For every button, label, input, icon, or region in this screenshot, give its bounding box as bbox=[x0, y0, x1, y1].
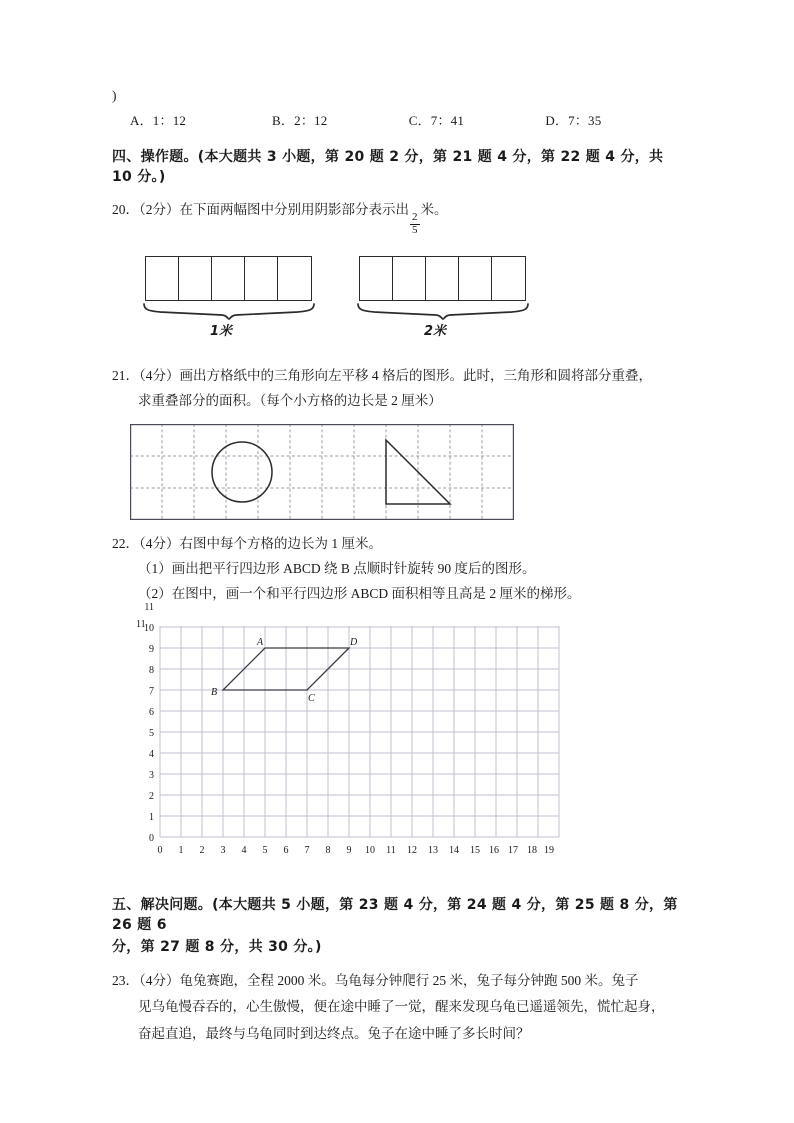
dangling-paren: ) bbox=[112, 88, 117, 103]
choice-option-a[interactable]: A．1：12 bbox=[130, 113, 187, 129]
fraction-numerator: 2 bbox=[412, 211, 418, 224]
svg-text:3: 3 bbox=[149, 770, 154, 782]
question-21-number: 21． bbox=[112, 368, 139, 384]
choice-row bbox=[112, 110, 682, 129]
brace-right bbox=[356, 302, 530, 318]
svg-text:17: 17 bbox=[508, 845, 518, 857]
choice-option-d[interactable]: D．7：35 bbox=[545, 113, 602, 129]
svg-text:5: 5 bbox=[149, 728, 154, 740]
section-heading-operations-text: 四、操作题。(本大题共 3 小题，第 20 题 2 分，第 21 题 4 分，第 22 题 4 分，共 10 分。) bbox=[112, 149, 664, 186]
question-22 bbox=[112, 532, 682, 607]
question-23-number: 23． bbox=[112, 973, 139, 989]
question-22-line1: 右图中每个方格的边长为 1 厘米。 bbox=[179, 536, 382, 552]
question-21-score: （4分） bbox=[139, 368, 180, 384]
page-bottom-space bbox=[112, 1047, 682, 1061]
strip-cell[interactable] bbox=[212, 257, 245, 300]
svg-text:8: 8 bbox=[149, 665, 154, 677]
strip-cell[interactable] bbox=[492, 257, 525, 300]
svg-text:15: 15 bbox=[470, 845, 480, 857]
strip-cell[interactable] bbox=[245, 257, 278, 300]
question-20-text-after: 米。 bbox=[420, 202, 448, 218]
fraction-denominator: 5 bbox=[412, 223, 418, 236]
strip-cell[interactable] bbox=[360, 257, 393, 300]
svg-text:B: B bbox=[211, 687, 218, 699]
strip-cell[interactable] bbox=[179, 257, 212, 300]
question-20 bbox=[112, 198, 682, 236]
svg-text:12: 12 bbox=[407, 845, 417, 857]
figure-q20-two-strips bbox=[112, 244, 682, 352]
question-23-line2: 见乌龟慢吞吞的，心生傲慢，便在途中睡了一觉，醒来发现乌龟已遥遥领先，慌忙起身， bbox=[138, 999, 665, 1015]
brace-label-left: 1米 bbox=[210, 324, 233, 340]
strip-left-five-cells[interactable] bbox=[145, 256, 312, 301]
choice-option-c[interactable]: C．7：41 bbox=[408, 113, 465, 129]
question-22-sub1: （1）画出把平行四边形 ABCD 绕 B 点顺时针旋转 90 度后的图形。 bbox=[138, 561, 536, 577]
question-20-text: 在下面两幅图中分别用阴影部分表示出 bbox=[179, 202, 409, 218]
brace-label-right: 2米 bbox=[424, 324, 447, 340]
question-23 bbox=[112, 968, 682, 1047]
strip-cell[interactable] bbox=[393, 257, 426, 300]
section-heading-problem-solving-line1: 五、解决问题。(本大题共 5 小题，第 23 题 4 分，第 24 题 4 分，第 25 题 8 分，第 26 题 6 bbox=[112, 897, 678, 934]
svg-text:0: 0 bbox=[157, 845, 163, 857]
svg-text:A: A bbox=[257, 637, 264, 649]
section-heading-problem-solving-line2: 分，第 27 题 8 分，共 30 分。) bbox=[112, 939, 322, 956]
svg-text:D: D bbox=[350, 637, 358, 649]
question-22-number: 22． bbox=[112, 536, 139, 552]
svg-text:9: 9 bbox=[346, 845, 352, 857]
strip-cell[interactable] bbox=[459, 257, 492, 300]
svg-text:6: 6 bbox=[283, 845, 289, 857]
svg-text:19: 19 bbox=[544, 845, 554, 857]
brace-left bbox=[142, 302, 316, 318]
svg-text:11: 11 bbox=[144, 602, 154, 614]
choice-option-b[interactable]: B．2：12 bbox=[272, 113, 328, 129]
svg-text:2: 2 bbox=[149, 791, 154, 803]
question-21-line2: 求重叠部分的面积。（每个小方格的边长是 2 厘米） bbox=[138, 393, 442, 409]
section-heading-problem-solving-line2-wrap bbox=[112, 936, 682, 956]
question-23-score: （4分） bbox=[139, 973, 180, 989]
svg-text:9: 9 bbox=[149, 644, 154, 656]
figure-q21-grid[interactable] bbox=[130, 424, 514, 520]
svg-text:1: 1 bbox=[178, 845, 184, 857]
svg-text:13: 13 bbox=[428, 845, 438, 857]
svg-text:0: 0 bbox=[149, 833, 154, 845]
strip-cell[interactable] bbox=[426, 257, 459, 300]
section-heading-operations bbox=[112, 146, 682, 186]
svg-text:10: 10 bbox=[365, 845, 375, 857]
svg-text:11: 11 bbox=[386, 845, 396, 857]
question-20-score: （2分） bbox=[139, 202, 180, 218]
svg-text:18: 18 bbox=[527, 845, 537, 857]
fraction-two-fifths bbox=[410, 212, 420, 236]
strip-cell[interactable] bbox=[278, 257, 311, 300]
svg-text:8: 8 bbox=[325, 845, 331, 857]
section-heading-problem-solving bbox=[112, 894, 682, 934]
svg-text:5: 5 bbox=[262, 845, 268, 857]
svg-text:4: 4 bbox=[241, 845, 247, 857]
figure-q22-coordinate-grid[interactable] bbox=[118, 602, 588, 877]
svg-text:7: 7 bbox=[304, 845, 310, 857]
svg-text:2: 2 bbox=[199, 845, 205, 857]
question-23-line3: 奋起直追，最终与乌龟同时到达终点。兔子在途中睡了多长时间？ bbox=[138, 1025, 530, 1041]
svg-text:1: 1 bbox=[149, 812, 154, 824]
question-21-line1: 画出方格纸中的三角形向左平移 4 格后的图形。此时，三角形和圆将部分重叠， bbox=[179, 368, 652, 384]
question-21 bbox=[112, 364, 682, 414]
svg-text:14: 14 bbox=[449, 845, 459, 857]
question-22-score: （4分） bbox=[139, 536, 180, 552]
svg-text:3: 3 bbox=[220, 845, 226, 857]
svg-text:7: 7 bbox=[149, 686, 154, 698]
question-20-number: 20． bbox=[112, 202, 139, 218]
page-content bbox=[112, 88, 682, 1061]
svg-text:10: 10 bbox=[144, 623, 154, 635]
strip-cell[interactable] bbox=[146, 257, 179, 300]
svg-text:C: C bbox=[308, 693, 315, 705]
svg-text:16: 16 bbox=[489, 845, 499, 857]
question-23-line1: 龟兔赛跑，全程 2000 米。乌龟每分钟爬行 25 米，兔子每分钟跑 500 米。兔子 bbox=[179, 973, 639, 989]
svg-text:6: 6 bbox=[149, 707, 154, 719]
y-axis-label-11: 11 bbox=[136, 619, 146, 631]
strip-right-five-cells[interactable] bbox=[359, 256, 526, 301]
question-22-sub2: （2）在图中，画一个和平行四边形 ABCD 面积相等且高是 2 厘米的梯形。 bbox=[138, 586, 581, 602]
svg-text:4: 4 bbox=[149, 749, 154, 761]
